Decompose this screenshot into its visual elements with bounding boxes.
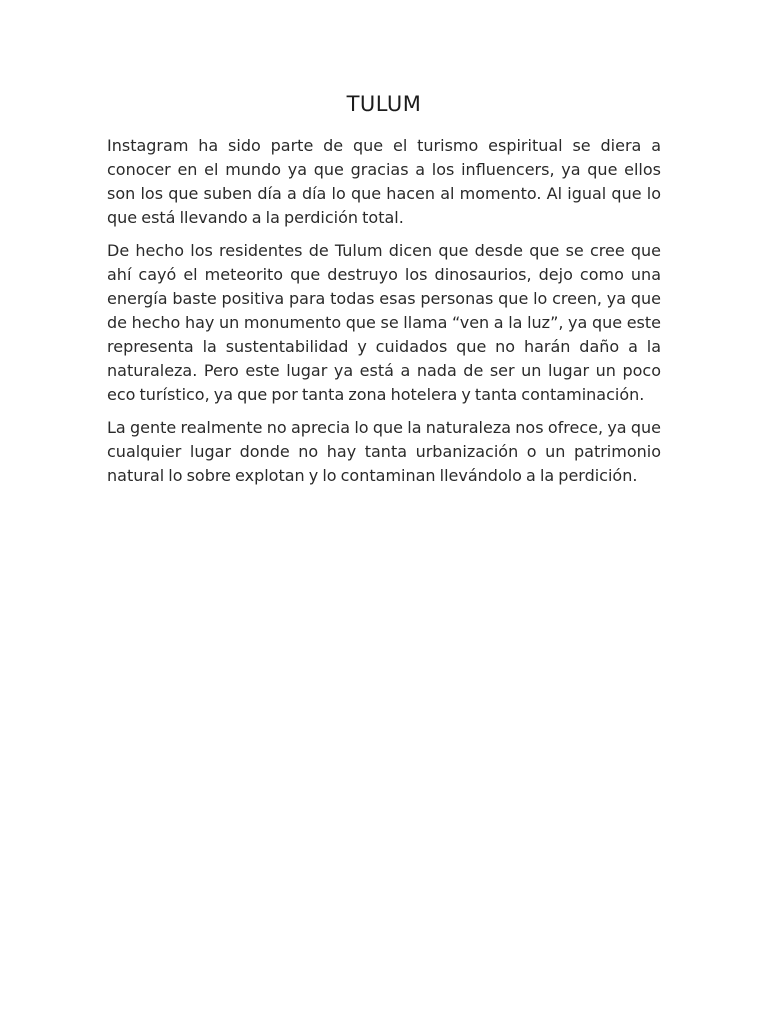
document-title: TULUM: [346, 92, 422, 116]
paragraph-3: La gente realmente no aprecia lo que la naturaleza nos ofrece, ya que cualquier lugar donde no hay tanta urbanización o un patrimonio natural lo sobre explotan y lo contaminan llevándolo a la perdición.: [107, 418, 661, 485]
paragraph-1: Instagram ha sido parte de que el turismo espiritual se diera a conocer en el mundo ya que gracias a los influencers, ya que ellos son los que suben día a día lo que hacen al momento. Al igual que lo que está llevando a la perdición total.: [107, 136, 661, 227]
document-body: [107, 134, 661, 497]
paragraph-2: De hecho los residentes de Tulum dicen que desde que se cree que ahí cayó el meteorito que destruyo los dinosaurios, dejo como una energía baste positiva para todas esas personas que lo creen, ya que de hecho hay un monumento que se llama “ven a la luz”, ya que este representa la sustentabilidad y cuidados que no harán daño a la naturaleza. Pero este lugar ya está a nada de ser un lugar un poco eco turístico, ya que por tanta zona hotelera y tanta contaminación.: [107, 241, 661, 404]
